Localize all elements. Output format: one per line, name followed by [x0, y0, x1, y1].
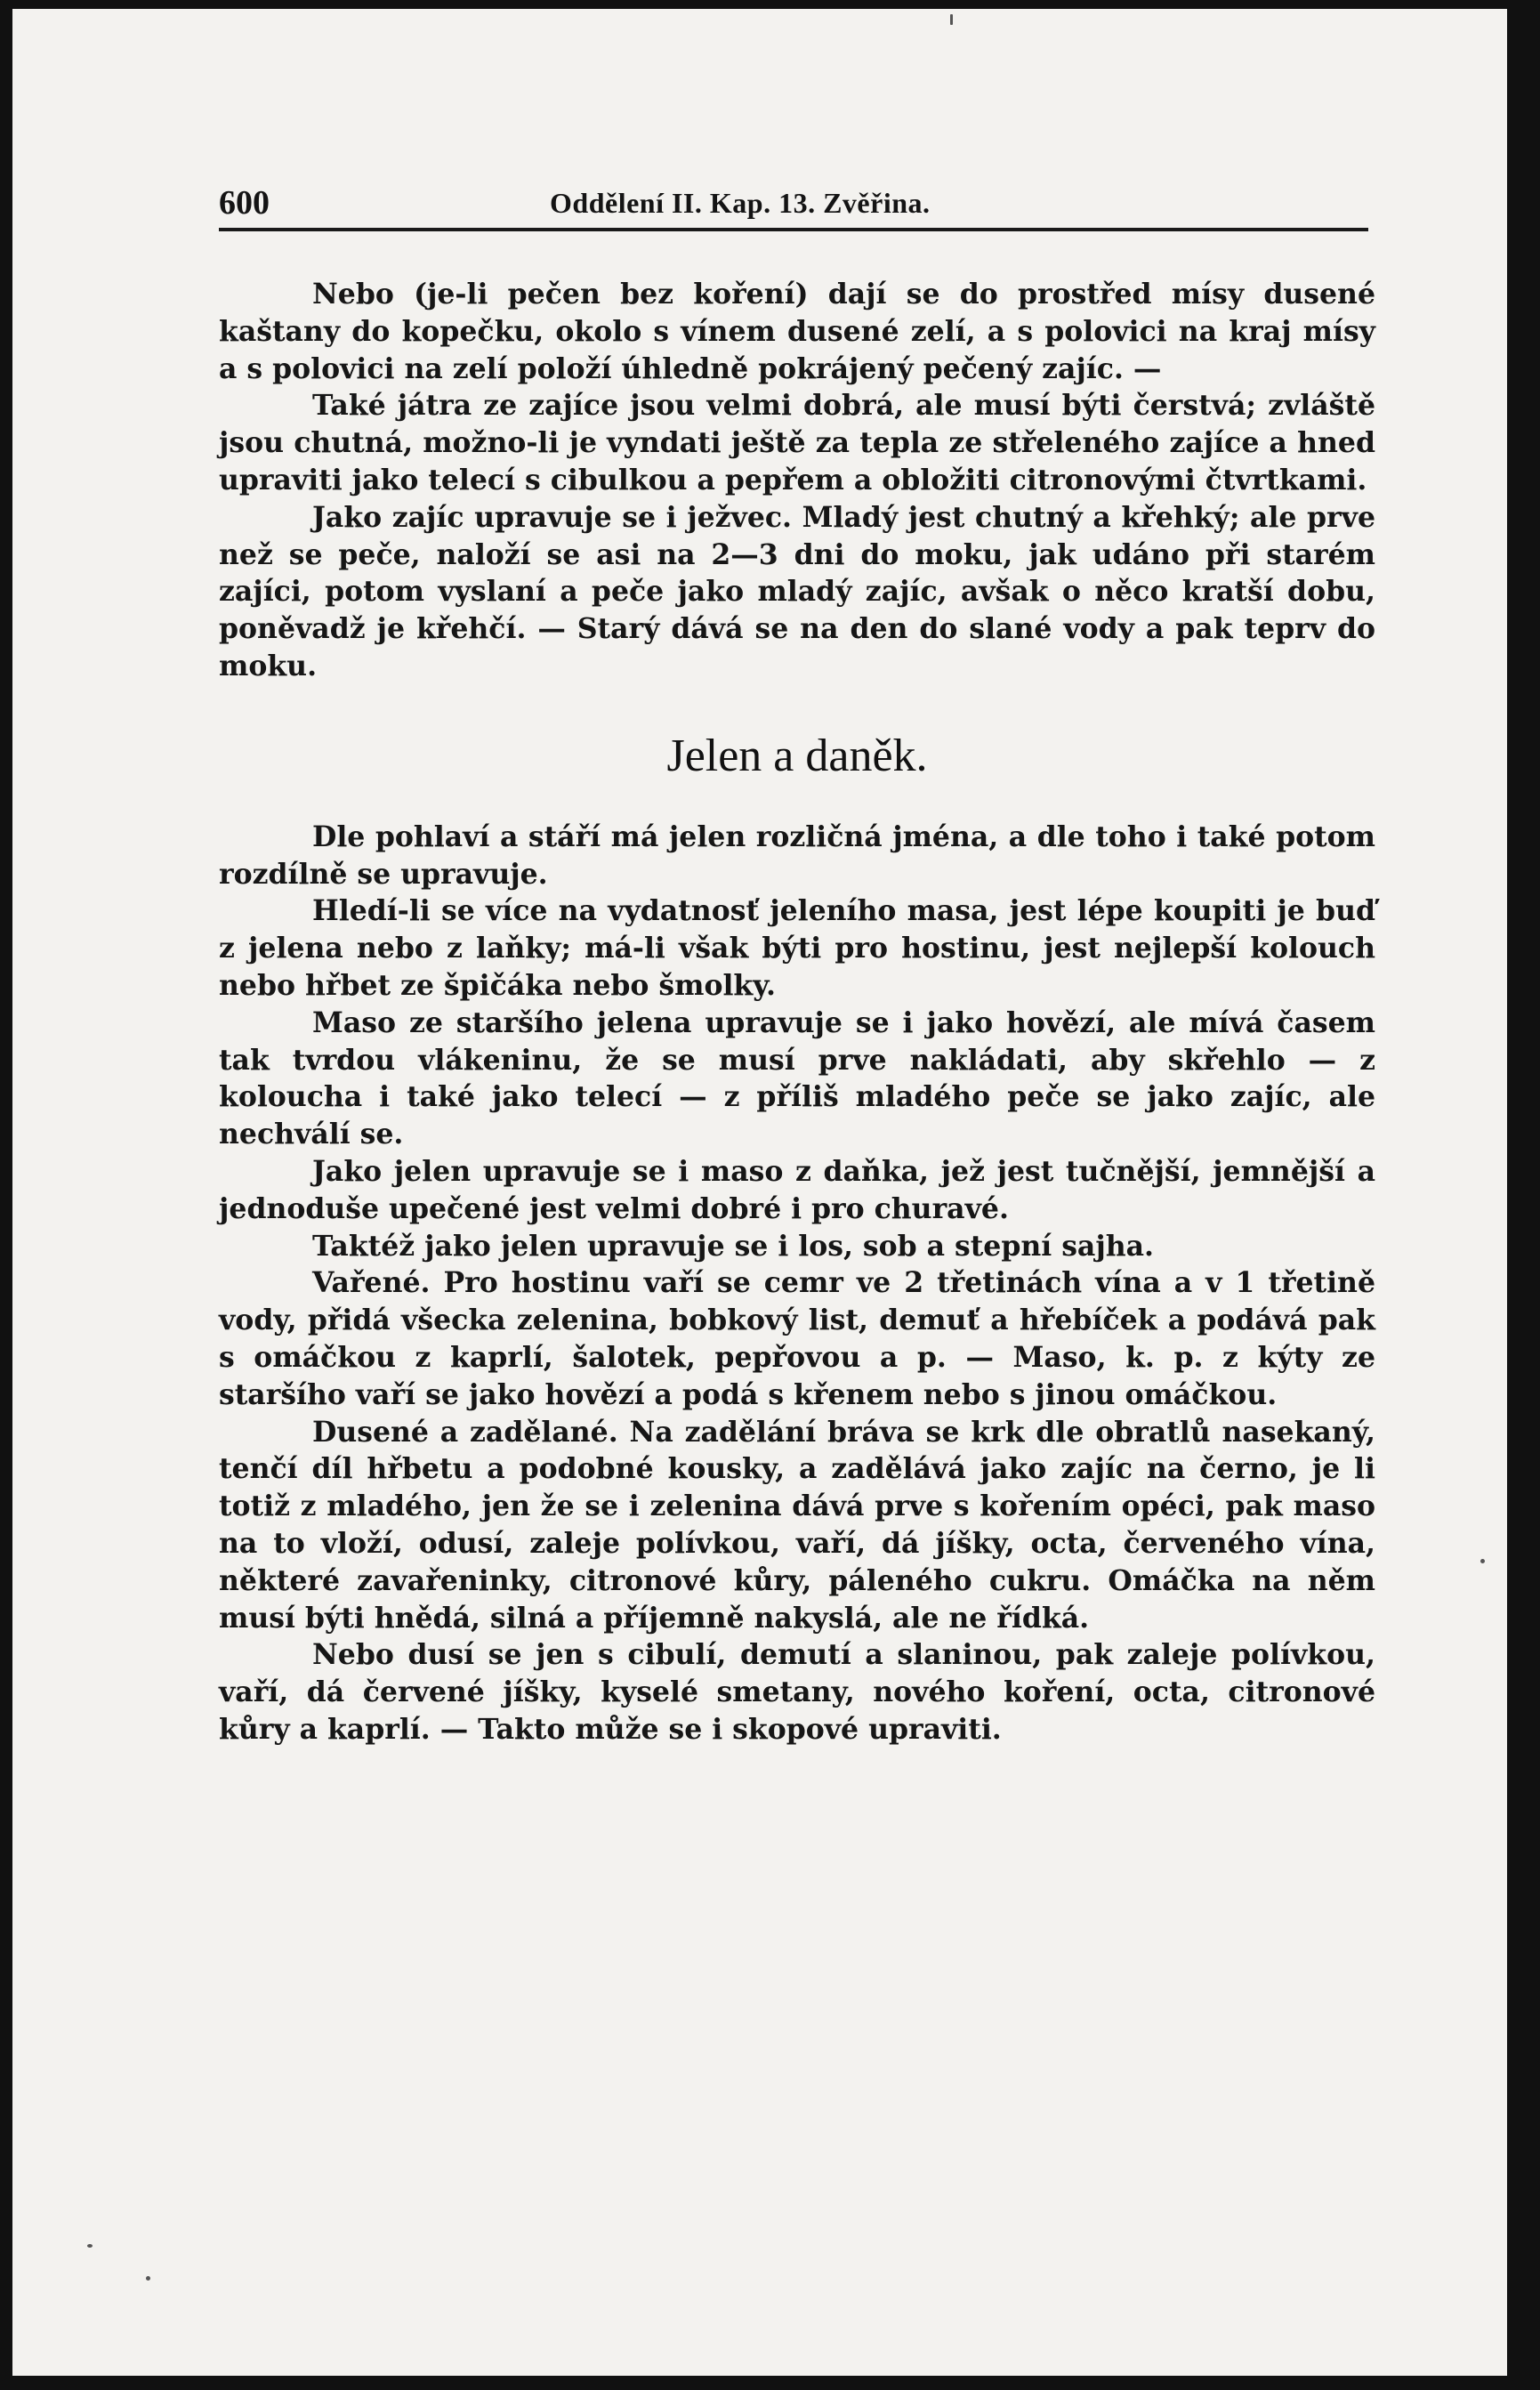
scan-speck	[146, 2276, 150, 2281]
page-body	[219, 276, 1375, 1748]
paragraph-hare-liver: Také játra ze zajíce jsou velmi dobrá, ale musí býti čerstvá; zvláště jsou chutná, možno-li je vyndati ještě za tepla ze střeleného zajíce a hned upraviti jako telecí s cibulkou a pepřem a obložiti citronovými čtvrtkami.	[219, 389, 1375, 497]
page-number: 600	[219, 184, 270, 222]
paragraph-stewed: Dusené a zadělané. Na zadělání bráva se krk dle obratlů nasekaný, tenčí díl hřbetu a podobné kousky, a zadělává jako zajíc na černo, je li totiž z mladého, jen že se i zelenina dává prve s kořením opéci, pak maso na to vloží, odusí, zaleje polívkou, vaří, dá jíšky, octa, červeného vína, některé zavařeninky, citronové kůry, páleného cukru. Omáčka na něm musí býti hnědá, silná a příjemně nakyslá, ale ne řídká.	[219, 1415, 1375, 1635]
paragraph-hedgehog: Jako zajíc upravuje se i ježvec. Mladý jest chutný a křehký; ale prve než se peče, naloží se asi na 2—3 dni do moku, jak udáno při starém zajíci, potom vyslaní a peče jako mladý zajíc, avšak o něco kratší dobu, poněvadž je křehčí. — Starý dává se na den do slané vody a pak teprv do moku.	[219, 500, 1375, 682]
paragraph-chestnut-serving: Nebo (je-li pečen bez koření) dají se do prostřed mísy dusené kaštany do kopečku, okolo s vínem dusené zelí, a s polovici na kraj mísy a s polovici na zelí položí úhledně pokrájený pečený zajíc. —	[219, 278, 1375, 385]
header-rule	[219, 228, 1368, 231]
running-head	[219, 183, 1375, 226]
paragraph-stewed-alternative: Nebo dusí se jen s cibulí, demutí a slaninou, pak zaleje polívkou, vaří, dá červené jíšky, kyselé smetany, nového koření, octa, citronové kůry a kaprlí. — Takto může se i skopové upraviti.	[219, 1638, 1375, 1746]
paragraph-elk-reindeer: Taktéž jako jelen upravuje se i los, sob a stepní sajha.	[312, 1229, 1155, 1263]
paragraph-deer-meat-choice: Hledí-li se více na vydatnosť jeleního masa, jest lépe koupiti je buď z jelena nebo z laňky; má-li však býti pro hostinu, jest nejlepší kolouch nebo hřbet ze špičáka nebo šmolky.	[219, 894, 1375, 1002]
scan-speck	[950, 14, 953, 25]
chapter-title: Oddělení II. Kap. 13. Zvěřina.	[550, 187, 931, 219]
book-page	[12, 9, 1507, 2376]
scan-speck	[1480, 1559, 1485, 1563]
paragraph-deer-names: Dle pohlaví a stáří má jelen rozličná jména, a dle toho i také potom rozdílně se upravuje.	[219, 820, 1375, 891]
paragraph-boiled: Vařené. Pro hostinu vaří se cemr ve 2 třetinách vína a v 1 třetině vody, přidá všecka zelenina, bobkový list, demuť a hřebíček a podává pak s omáčkou z kaprlí, šalotek, pepřovou a p. — Maso, k. p. z kýty ze staršího vaří se jako hovězí a podá s křenem nebo s jinou omáčkou.	[219, 1266, 1375, 1411]
scan-speck	[87, 2244, 93, 2248]
section-heading: Jelen a daněk.	[666, 730, 928, 781]
paragraph-older-deer: Maso ze staršího jelena upravuje se i jako hovězí, ale mívá časem tak tvrdou vlákeninu, že se musí prve nakládati, aby skřehlo — z koloucha i také jako telecí — z příliš mladého peče se jako zajíc, ale nechválí se.	[219, 1005, 1375, 1151]
paragraph-fallow-deer: Jako jelen upravuje se i maso z daňka, jež jest tučnější, jemnější a jednoduše upečené jest velmi dobré i pro churavé.	[219, 1154, 1375, 1225]
